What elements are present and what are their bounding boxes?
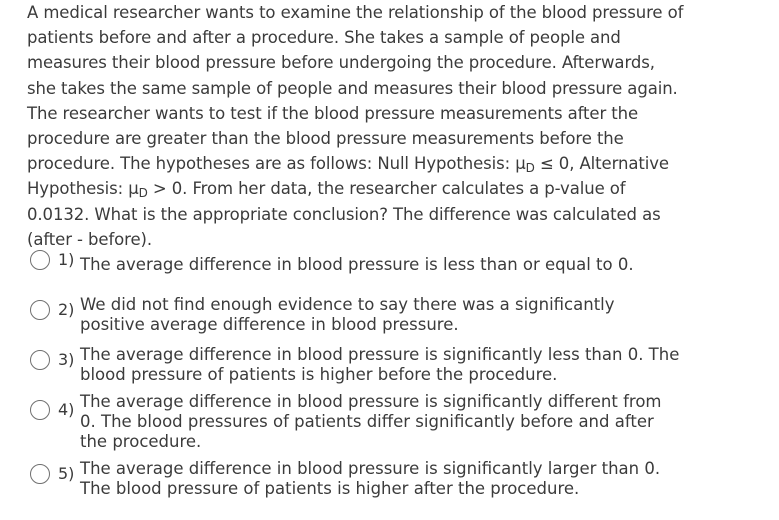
mu-subscript-d: D: [525, 161, 535, 176]
radio-button-4[interactable]: [30, 400, 50, 420]
mu-subscript-d: D: [138, 186, 148, 201]
option-number-5: 5): [58, 464, 75, 483]
radio-button-2[interactable]: [30, 300, 50, 320]
question-part-2: ≤ 0, Alternative Hypothesis: μ: [27, 154, 669, 199]
option-number-1: 1): [58, 250, 75, 269]
radio-button-3[interactable]: [30, 350, 50, 370]
option-number-2: 2): [58, 300, 75, 319]
option-text-4: The average difference in blood pressure is significantly different from 0. The blood pressures of patients differ significantly before and after the procedure.: [80, 392, 662, 451]
question-text: [27, 0, 687, 252]
option-text-3: The average difference in blood pressure is significantly less than 0. The blood pressure of patients is higher before the procedure.: [80, 345, 680, 384]
question-part-3: > 0. From her data, the researcher calculates a p-value of 0.0132. What is the appropriate conclusion? The difference was calculated as (after - before).: [27, 179, 661, 249]
option-text-1: The average difference in blood pressure is less than or equal to 0.: [80, 255, 634, 274]
option-text-2: We did not find enough evidence to say there was a significantly positive average difference in blood pressure.: [80, 295, 615, 334]
radio-button-5[interactable]: [30, 464, 50, 484]
option-number-4: 4): [58, 400, 75, 419]
option-text-5: The average difference in blood pressure is significantly larger than 0. The blood pressure of patients is higher after the procedure.: [80, 459, 661, 498]
question-part-1: A medical researcher wants to examine the relationship of the blood pressure of patients before and after a procedure. She takes a sample of people and measures their blood pressure before undergoing the procedure. Afterwards, she takes the same sample of people and measures their blood pressure again. The researcher wants to test if the blood pressure measurements after the procedure are greater than the blood pressure measurements before the procedure. The hypotheses are as follows: Null Hypothesis: μ: [27, 3, 684, 174]
option-number-3: 3): [58, 350, 75, 369]
radio-button-1[interactable]: [30, 250, 50, 270]
